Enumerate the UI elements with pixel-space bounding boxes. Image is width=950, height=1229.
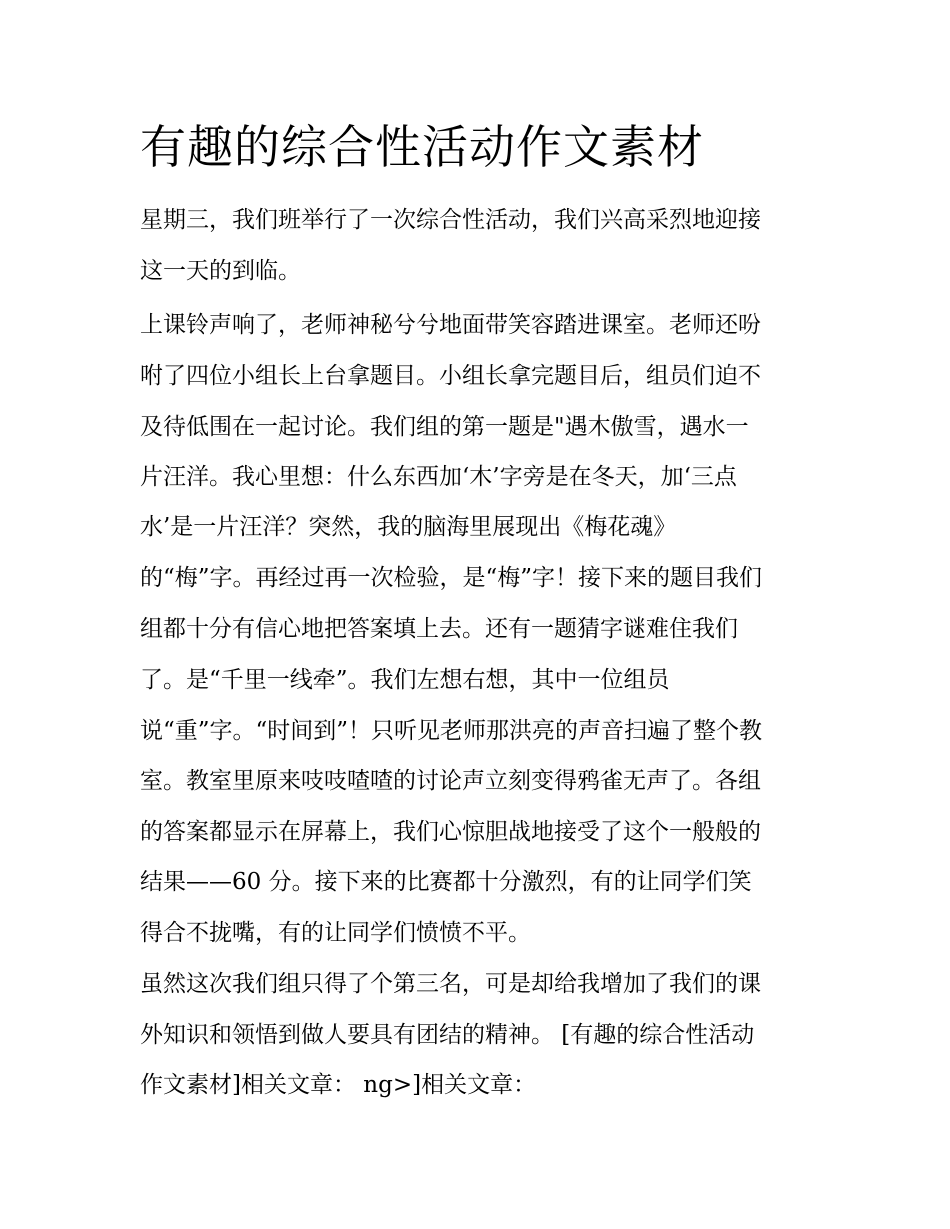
paragraph-line: 的“梅”字。再经过再一次检验，是“梅”字！接下来的题目我们 <box>140 565 763 591</box>
paragraph-line: 咐了四位小组长上台拿题目。小组长拿完题目后，组员们迫不 <box>140 363 761 389</box>
paragraph-line: 组都十分有信心地把答案填上去。还有一题猜字谜难住我们 <box>140 616 738 642</box>
paragraph-line: 说“重”字。“时间到”！只听见老师那洪亮的声音扫遍了整个教 <box>140 718 763 744</box>
paragraph-line: 及待低围在一起讨论。我们组的第一题是"遇木傲雪，遇水一 <box>140 414 749 440</box>
paragraph-line: 这一天的到临。 <box>140 258 301 284</box>
paragraph-line: 上课铃声响了，老师神秘兮兮地面带笑容踏进课室。老师还吩 <box>140 312 761 338</box>
paragraph-line: 星期三，我们班举行了一次综合性活动，我们兴高采烈地迎接 <box>140 207 761 233</box>
paragraph-line: 了。是“千里一线牵”。我们左想右想，其中一位组员 <box>140 667 670 693</box>
paragraph-line: 室。教室里原来吱吱喳喳的讨论声立刻变得鸦雀无声了。各组 <box>140 768 761 794</box>
paragraph-line: 虽然这次我们组只得了个第三名，可是却给我增加了我们的课 <box>140 971 761 997</box>
document-title: 有趣的综合性活动作文素材 <box>140 120 704 174</box>
paragraph-line: 作文素材]相关文章： ng>]相关文章： <box>140 1072 537 1098</box>
paragraph-line: 结果——60 分。接下来的比赛都十分激烈，有的让同学们笑 <box>140 869 752 895</box>
paragraph-line: 外知识和领悟到做人要具有团结的精神。 [有趣的综合性活动 <box>140 1022 755 1048</box>
paragraph-line: 得合不拢嘴，有的让同学们愤愤不平。 <box>140 920 531 946</box>
paragraph-line: 片汪洋。我心里想：什么东西加‘木’字旁是在冬天，加‘三点 <box>140 464 737 490</box>
paragraph-line: 的答案都显示在屏幕上，我们心惊胆战地接受了这个一般般的 <box>140 819 761 845</box>
paragraph-line: 水’是一片汪洋？突然，我的脑海里展现出《梅花魂》 <box>140 514 677 540</box>
